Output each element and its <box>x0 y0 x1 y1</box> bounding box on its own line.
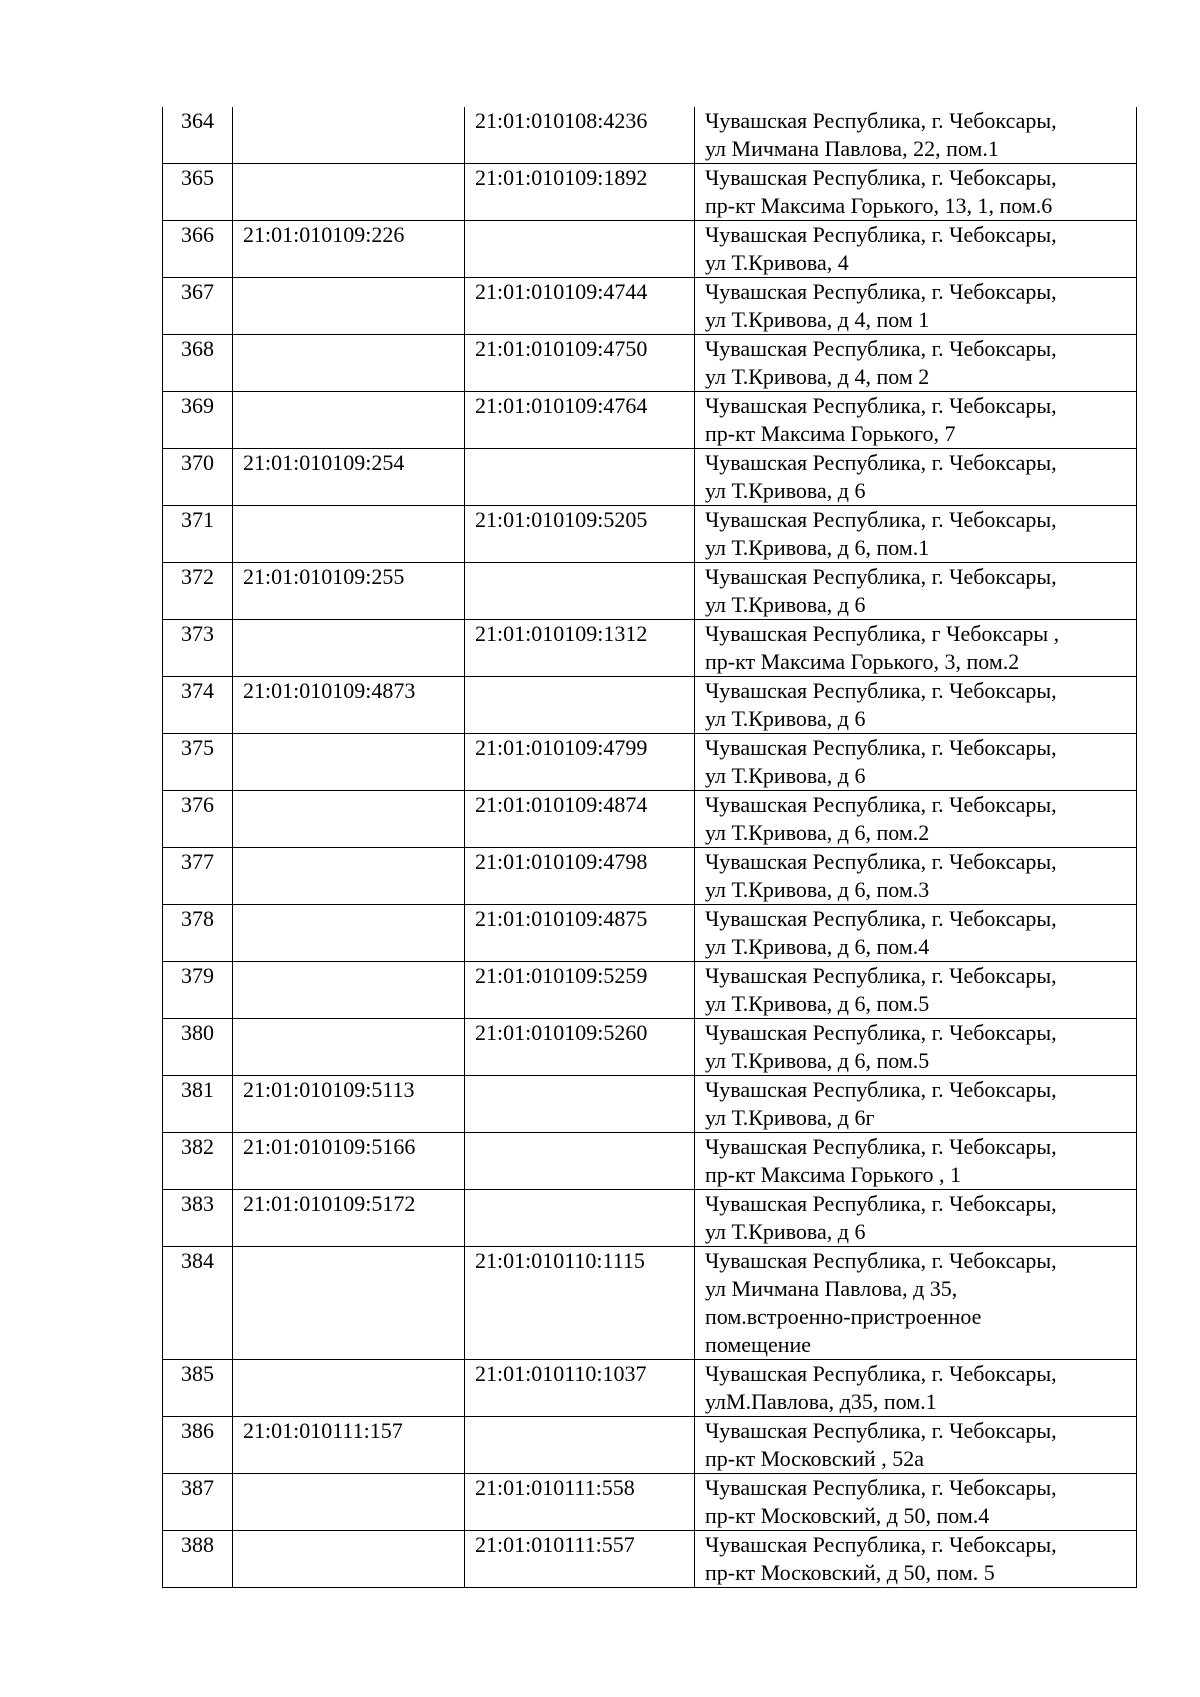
row-number-cell: 381 <box>163 1076 233 1133</box>
table-row <box>163 107 1137 164</box>
address-cell <box>695 677 1137 734</box>
address-line: ул Т.Кривова, 4 <box>705 250 849 275</box>
land-cadastral-number-cell <box>233 1019 465 1076</box>
address-cell <box>695 1133 1137 1190</box>
table-row <box>163 506 1137 563</box>
address-line: Чувашская Республика, г. Чебоксары, <box>705 792 1057 817</box>
address-line: Чувашская Республика, г. Чебоксары, <box>705 1418 1057 1443</box>
address-line: Чувашская Республика, г. Чебоксары, <box>705 507 1057 532</box>
address-line: Чувашская Республика, г. Чебоксары, <box>705 1134 1057 1159</box>
address-cell <box>695 1190 1137 1247</box>
address-cell <box>695 1019 1137 1076</box>
table-row <box>163 392 1137 449</box>
row-number-cell: 375 <box>163 734 233 791</box>
address-line: пр-кт Московский, д 50, пом. 5 <box>705 1560 995 1585</box>
land-cadastral-number-cell: 21:01:010109:254 <box>233 449 465 506</box>
address-line: ул Т.Кривова, д 6 <box>705 763 866 788</box>
address-line: помещение <box>705 1332 812 1357</box>
address-line: Чувашская Республика, г. Чебоксары, <box>705 564 1057 589</box>
land-cadastral-number-cell: 21:01:010111:157 <box>233 1417 465 1474</box>
registry-table-body <box>163 107 1137 1588</box>
premises-cadastral-number-cell: 21:01:010111:557 <box>465 1531 695 1588</box>
premises-cadastral-number-cell: 21:01:010109:5260 <box>465 1019 695 1076</box>
address-line: Чувашская Республика, г Чебоксары , <box>705 621 1060 646</box>
premises-cadastral-number-cell <box>465 1133 695 1190</box>
address-cell <box>695 1360 1137 1417</box>
address-line: ул Т.Кривова, д 6 <box>705 1219 866 1244</box>
address-cell <box>695 620 1137 677</box>
address-line: Чувашская Республика, г. Чебоксары, <box>705 165 1057 190</box>
address-line: Чувашская Республика, г. Чебоксары, <box>705 849 1057 874</box>
address-cell <box>695 905 1137 962</box>
premises-cadastral-number-cell: 21:01:010109:1312 <box>465 620 695 677</box>
premises-cadastral-number-cell: 21:01:010109:4744 <box>465 278 695 335</box>
land-cadastral-number-cell: 21:01:010109:5166 <box>233 1133 465 1190</box>
land-cadastral-number-cell: 21:01:010109:226 <box>233 221 465 278</box>
premises-cadastral-number-cell: 21:01:010109:4874 <box>465 791 695 848</box>
premises-cadastral-number-cell: 21:01:010109:5259 <box>465 962 695 1019</box>
address-line: ул Т.Кривова, д 6 <box>705 592 866 617</box>
premises-cadastral-number-cell: 21:01:010109:4750 <box>465 335 695 392</box>
land-cadastral-number-cell <box>233 278 465 335</box>
land-cadastral-number-cell <box>233 620 465 677</box>
table-row <box>163 1247 1137 1360</box>
table-row <box>163 677 1137 734</box>
row-number-cell: 366 <box>163 221 233 278</box>
address-line: Чувашская Республика, г. Чебоксары, <box>705 336 1057 361</box>
premises-cadastral-number-cell <box>465 1190 695 1247</box>
address-cell <box>695 506 1137 563</box>
address-line: ул Мичмана Павлова, д 35, <box>705 1276 958 1301</box>
table-row <box>163 1019 1137 1076</box>
row-number-cell: 388 <box>163 1531 233 1588</box>
table-row <box>163 1133 1137 1190</box>
address-cell <box>695 392 1137 449</box>
row-number-cell: 376 <box>163 791 233 848</box>
land-cadastral-number-cell <box>233 1531 465 1588</box>
address-cell <box>695 1247 1137 1360</box>
address-line: пр-кт Максима Горького, 3, пом.2 <box>705 649 1020 674</box>
land-cadastral-number-cell: 21:01:010109:4873 <box>233 677 465 734</box>
row-number-cell: 383 <box>163 1190 233 1247</box>
row-number-cell: 370 <box>163 449 233 506</box>
address-line: Чувашская Республика, г. Чебоксары, <box>705 393 1057 418</box>
row-number-cell: 369 <box>163 392 233 449</box>
premises-cadastral-number-cell: 21:01:010109:4875 <box>465 905 695 962</box>
row-number-cell: 367 <box>163 278 233 335</box>
address-cell <box>695 563 1137 620</box>
address-cell <box>695 278 1137 335</box>
row-number-cell: 384 <box>163 1247 233 1360</box>
address-line: пр-кт Максима Горького , 1 <box>705 1162 962 1187</box>
address-line: ул Т.Кривова, д 6, пом.2 <box>705 820 930 845</box>
row-number-cell: 364 <box>163 107 233 164</box>
property-registry-table <box>162 107 1137 1588</box>
address-cell <box>695 335 1137 392</box>
land-cadastral-number-cell <box>233 164 465 221</box>
address-line: ул Т.Кривова, д 6, пом.4 <box>705 934 930 959</box>
address-line: Чувашская Республика, г. Чебоксары, <box>705 1191 1057 1216</box>
premises-cadastral-number-cell: 21:01:010109:5205 <box>465 506 695 563</box>
row-number-cell: 379 <box>163 962 233 1019</box>
land-cadastral-number-cell <box>233 335 465 392</box>
address-cell <box>695 164 1137 221</box>
row-number-cell: 365 <box>163 164 233 221</box>
address-cell <box>695 791 1137 848</box>
land-cadastral-number-cell <box>233 962 465 1019</box>
premises-cadastral-number-cell <box>465 221 695 278</box>
address-line: ул Т.Кривова, д 6 <box>705 478 866 503</box>
table-row <box>163 791 1137 848</box>
land-cadastral-number-cell <box>233 848 465 905</box>
address-line: Чувашская Республика, г. Чебоксары, <box>705 678 1057 703</box>
land-cadastral-number-cell: 21:01:010109:5113 <box>233 1076 465 1133</box>
land-cadastral-number-cell <box>233 506 465 563</box>
row-number-cell: 374 <box>163 677 233 734</box>
table-row <box>163 962 1137 1019</box>
address-line: ул Т.Кривова, д 4, пом 1 <box>705 307 930 332</box>
table-row <box>163 164 1137 221</box>
premises-cadastral-number-cell: 21:01:010110:1037 <box>465 1360 695 1417</box>
row-number-cell: 378 <box>163 905 233 962</box>
address-cell <box>695 449 1137 506</box>
table-row <box>163 1076 1137 1133</box>
address-line: пом.встроенно-пристроенное <box>705 1304 982 1329</box>
address-line: пр-кт Максима Горького, 7 <box>705 421 956 446</box>
table-row <box>163 278 1137 335</box>
land-cadastral-number-cell: 21:01:010109:5172 <box>233 1190 465 1247</box>
table-row <box>163 848 1137 905</box>
address-cell <box>695 1531 1137 1588</box>
address-line: ул Т.Кривова, д 6, пом.1 <box>705 535 930 560</box>
table-row <box>163 1474 1137 1531</box>
address-line: Чувашская Республика, г. Чебоксары, <box>705 1475 1057 1500</box>
land-cadastral-number-cell <box>233 1474 465 1531</box>
row-number-cell: 368 <box>163 335 233 392</box>
row-number-cell: 382 <box>163 1133 233 1190</box>
table-row <box>163 1417 1137 1474</box>
row-number-cell: 385 <box>163 1360 233 1417</box>
address-line: Чувашская Республика, г. Чебоксары, <box>705 450 1057 475</box>
address-line: ул Т.Кривова, д 6г <box>705 1105 875 1130</box>
address-line: пр-кт Максима Горького, 13, 1, пом.6 <box>705 193 1053 218</box>
land-cadastral-number-cell <box>233 791 465 848</box>
address-line: Чувашская Республика, г. Чебоксары, <box>705 1361 1057 1386</box>
table-row <box>163 221 1137 278</box>
address-line: Чувашская Республика, г. Чебоксары, <box>705 1532 1057 1557</box>
address-line: ул Мичмана Павлова, 22, пом.1 <box>705 136 999 161</box>
address-line: ул Т.Кривова, д 6 <box>705 706 866 731</box>
address-line: Чувашская Республика, г. Чебоксары, <box>705 1248 1057 1273</box>
address-cell <box>695 107 1137 164</box>
table-row <box>163 335 1137 392</box>
premises-cadastral-number-cell <box>465 563 695 620</box>
address-cell <box>695 848 1137 905</box>
address-cell <box>695 1417 1137 1474</box>
address-line: ул Т.Кривова, д 6, пом.5 <box>705 991 930 1016</box>
table-row <box>163 449 1137 506</box>
land-cadastral-number-cell <box>233 392 465 449</box>
address-line: Чувашская Республика, г. Чебоксары, <box>705 108 1057 133</box>
row-number-cell: 371 <box>163 506 233 563</box>
row-number-cell: 373 <box>163 620 233 677</box>
address-line: ул Т.Кривова, д 6, пом.3 <box>705 877 930 902</box>
address-cell <box>695 1474 1137 1531</box>
premises-cadastral-number-cell: 21:01:010109:4798 <box>465 848 695 905</box>
land-cadastral-number-cell: 21:01:010109:255 <box>233 563 465 620</box>
table-row <box>163 905 1137 962</box>
address-line: Чувашская Республика, г. Чебоксары, <box>705 1077 1057 1102</box>
land-cadastral-number-cell <box>233 107 465 164</box>
address-line: ул Т.Кривова, д 4, пом 2 <box>705 364 930 389</box>
address-line: Чувашская Республика, г. Чебоксары, <box>705 1020 1057 1045</box>
land-cadastral-number-cell <box>233 1247 465 1360</box>
premises-cadastral-number-cell: 21:01:010109:4764 <box>465 392 695 449</box>
row-number-cell: 380 <box>163 1019 233 1076</box>
row-number-cell: 387 <box>163 1474 233 1531</box>
address-line: Чувашская Республика, г. Чебоксары, <box>705 735 1057 760</box>
table-row <box>163 563 1137 620</box>
table-row <box>163 1360 1137 1417</box>
address-line: Чувашская Республика, г. Чебоксары, <box>705 963 1057 988</box>
address-cell <box>695 734 1137 791</box>
address-line: ул Т.Кривова, д 6, пом.5 <box>705 1048 930 1073</box>
address-cell <box>695 962 1137 1019</box>
premises-cadastral-number-cell: 21:01:010108:4236 <box>465 107 695 164</box>
land-cadastral-number-cell <box>233 734 465 791</box>
table-row <box>163 1531 1137 1588</box>
address-line: пр-кт Московский , 52а <box>705 1446 925 1471</box>
address-line: Чувашская Республика, г. Чебоксары, <box>705 279 1057 304</box>
address-cell <box>695 221 1137 278</box>
row-number-cell: 386 <box>163 1417 233 1474</box>
row-number-cell: 377 <box>163 848 233 905</box>
table-row <box>163 734 1137 791</box>
table-row <box>163 1190 1137 1247</box>
row-number-cell: 372 <box>163 563 233 620</box>
premises-cadastral-number-cell <box>465 449 695 506</box>
table-row <box>163 620 1137 677</box>
premises-cadastral-number-cell: 21:01:010109:1892 <box>465 164 695 221</box>
premises-cadastral-number-cell: 21:01:010110:1115 <box>465 1247 695 1360</box>
address-line: пр-кт Московский, д 50, пом.4 <box>705 1503 990 1528</box>
address-cell <box>695 1076 1137 1133</box>
address-line: Чувашская Республика, г. Чебоксары, <box>705 222 1057 247</box>
premises-cadastral-number-cell <box>465 677 695 734</box>
premises-cadastral-number-cell: 21:01:010109:4799 <box>465 734 695 791</box>
address-line: Чувашская Республика, г. Чебоксары, <box>705 906 1057 931</box>
land-cadastral-number-cell <box>233 1360 465 1417</box>
premises-cadastral-number-cell: 21:01:010111:558 <box>465 1474 695 1531</box>
address-line: улМ.Павлова, д35, пом.1 <box>705 1389 937 1414</box>
premises-cadastral-number-cell <box>465 1417 695 1474</box>
land-cadastral-number-cell <box>233 905 465 962</box>
premises-cadastral-number-cell <box>465 1076 695 1133</box>
